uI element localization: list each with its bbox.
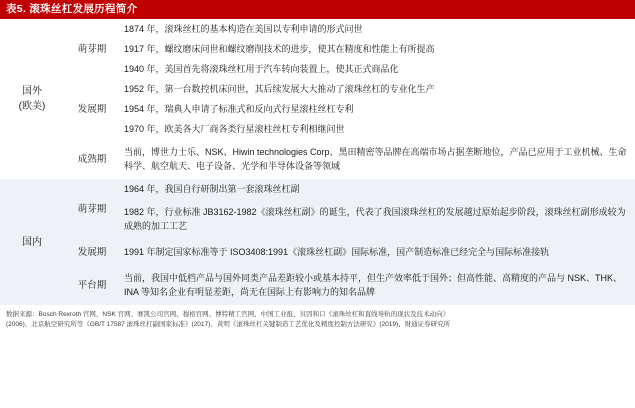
stage-label-domestic-sprout: 萌芽期	[64, 179, 120, 239]
table-row	[0, 79, 635, 99]
history-entry: 1982 年，行业标准 JB3162-1982《滚珠丝杠副》的诞生，代表了我国滚珠丝杠的发展越过原始起步阶段，滚珠丝杠副形成较为成熟的加工工艺	[120, 199, 635, 239]
table-row	[0, 179, 635, 199]
stage-label-domestic-plateau: 平台期	[64, 265, 120, 305]
stage-label-abroad-growth: 发展期	[64, 79, 120, 139]
group-label-line1: 国内	[22, 236, 42, 248]
source-line-2: (2006)、北京航空研究所等《GB/T 17587 滚珠丝杠副国家标准》(2017)、黄明《滚珠丝杠关键制造工艺优化及精度控制方法研究》(2019)、财通证券研究所	[6, 320, 451, 328]
history-entry: 1964 年，我国自行研制出第一套滚珠丝杠副	[120, 179, 635, 199]
history-entry: 1874 年，滚珠丝杠的基本构造在美国以专利申请的形式问世	[120, 19, 635, 39]
table-row	[0, 265, 635, 305]
history-entry: 1917 年，螺纹磨床问世和螺纹磨削技术的进步，使其在精度和性能上有所提高	[120, 39, 635, 59]
group-label-line1: 国外	[22, 86, 42, 97]
group-label-abroad	[0, 19, 64, 179]
history-entry: 1940 年，美国首先将滚珠丝杠用于汽车转向装置上，使其正式商品化	[120, 59, 635, 79]
source-note	[0, 305, 635, 329]
group-label-line2: (欧美)	[18, 101, 46, 112]
table-row	[0, 239, 635, 265]
history-entry: 当前，博世力士乐、NSK、Hiwin technologies Corp、黑田精密等品牌在高端市场占据垄断地位，产品已应用于工业机械、生命科学、航空航天、电子设备、光学和半导体设备等领域	[120, 139, 635, 179]
table-row	[0, 139, 635, 179]
stage-label-abroad-sprout: 萌芽期	[64, 19, 120, 79]
history-entry: 1970 年，欧美各大厂商各类行星滚柱丝杠专利相继问世	[120, 119, 635, 139]
group-label-domestic	[0, 179, 64, 305]
table-row	[0, 19, 635, 39]
source-line-1: 数据来源：Bosch Rexroth 官网、NSK 官网、赛凯公司官网、穆格官网、博特精工官网、中国工业报、贝因和口《滚珠丝杠和直线导轨的现状及技术动向》	[6, 311, 450, 318]
development-history-table	[0, 19, 635, 305]
history-entry: 1954 年，瑞典人申请了标准式和反向式行星滚柱丝杠专利	[120, 99, 635, 119]
stage-label-domestic-growth: 发展期	[64, 239, 120, 265]
exhibit-title: 表5. 滚珠丝杠发展历程简介	[0, 0, 635, 19]
stage-label-abroad-mature: 成熟期	[64, 139, 120, 179]
history-entry: 1991 年制定国家标准等于 ISO3408:1991《滚珠丝杠副》国际标准，国产制造标准已经完全与国际标准接轨	[120, 239, 635, 265]
history-entry: 1952 年，第一台数控机床问世，其后续发展大大推动了滚珠丝杠的专业化生产	[120, 79, 635, 99]
history-entry: 当前，我国中低档产品与国外同类产品差距较小或基本持平，但生产效率低于国外；但高性能、高精度的产品与 NSK、THK、INA 等知名企业有明显差距，尚无在国际上有影响力的知名品牌	[120, 265, 635, 305]
